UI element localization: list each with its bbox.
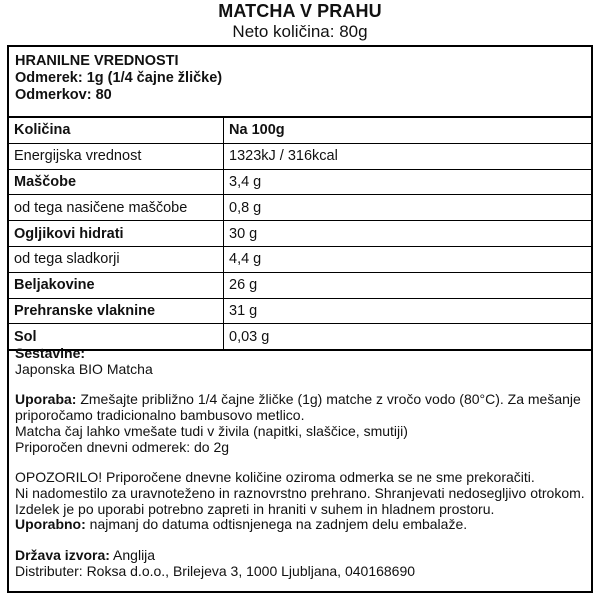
nutrition-heading: HRANILNE VREDNOSTI [15,53,179,69]
usage-line: Matcha čaj lahko vmešate tudi v živila (napitki, slaščice, smutiji) [15,422,408,439]
usage-line [15,392,587,408]
table-row [9,169,591,195]
table-row [9,246,591,272]
serving-size: Odmerek: 1g (1/4 čajne žličke) [15,70,223,86]
nutrition-label-box [7,45,593,593]
nutrient-name: Ogljikovi hidrati [9,221,224,247]
nutrition-table [9,118,591,351]
usage-label: Uporaba: [15,391,77,408]
nutrition-summary [9,47,591,118]
nutrient-value: 3,4 g [224,169,592,195]
spacer [15,377,587,392]
usage-line: priporočamo tradicionalno bambusovo metlico. [15,407,305,424]
spacer [15,533,587,548]
nutrition-header-row [9,118,591,143]
warning-line: Ni nadomestilo za uravnoteženo in raznovrstno prehrano. Shranjevati nedosegljivo otrokom. [15,484,585,501]
net-quantity: Neto količina: 80g [232,22,368,41]
nutrient-name: od tega nasičene maščobe [9,195,224,221]
nutrient-name: Sol [9,324,224,350]
nutrient-value: 0,8 g [224,195,592,221]
product-header [0,0,600,42]
warning-line: OPOZORILO! Priporočene dnevne količine oziroma odmerka se ne sme prekoračiti. [15,469,535,486]
daily-dose: Priporočen dnevni odmerek: do 2g [15,438,230,455]
nutrient-name: Maščobe [9,169,224,195]
table-row [9,195,591,221]
product-title: MATCHA V PRAHU [218,1,382,21]
nutrient-name: Beljakovine [9,272,224,298]
servings-count: Odmerkov: 80 [15,87,112,103]
nutrient-value: 30 g [224,221,592,247]
nutrient-value: 0,03 g [224,324,592,350]
header-per-100g: Na 100g [224,118,592,143]
distributor-line: Distributer: Roksa d.o.o., Brilejeva 3, 1000 Ljubljana, 040168690 [15,562,416,579]
nutrient-value: 4,4 g [224,246,592,272]
expiry-text: najmanj do datuma odtisnjenega na zadnjem delu embalaže. [85,516,468,533]
origin-text: Anglija [109,547,156,564]
spacer [15,455,587,470]
warning-line: Izdelek je po uporabi potrebno zapreti in hraniti v suhem in hladnem prostoru. [15,500,495,517]
nutrient-value: 26 g [224,272,592,298]
ingredients-label: Sestavine: [15,345,86,361]
origin-label: Država izvora: [15,547,110,564]
nutrient-name: Prehranske vlaknine [9,298,224,324]
table-row [9,143,591,169]
ingredients-text: Japonska BIO Matcha [15,360,153,377]
nutrient-name: od tega sladkorji [9,246,224,272]
label-text-block [9,344,591,579]
usage-text: Zmešajte približno 1/4 čajne žličke (1g) matche z vročo vodo (80°C). Za mešanje [76,391,581,408]
header-amount: Količina [9,118,224,143]
nutrient-value: 1323kJ / 316kcal [224,143,592,169]
nutrient-value: 31 g [224,298,592,324]
table-row [9,298,591,324]
expiry-label: Uporabno: [15,516,86,533]
nutrient-name: Energijska vrednost [9,143,224,169]
table-row [9,272,591,298]
expiry-line [15,517,587,533]
origin-line [15,548,587,564]
table-row [9,221,591,247]
